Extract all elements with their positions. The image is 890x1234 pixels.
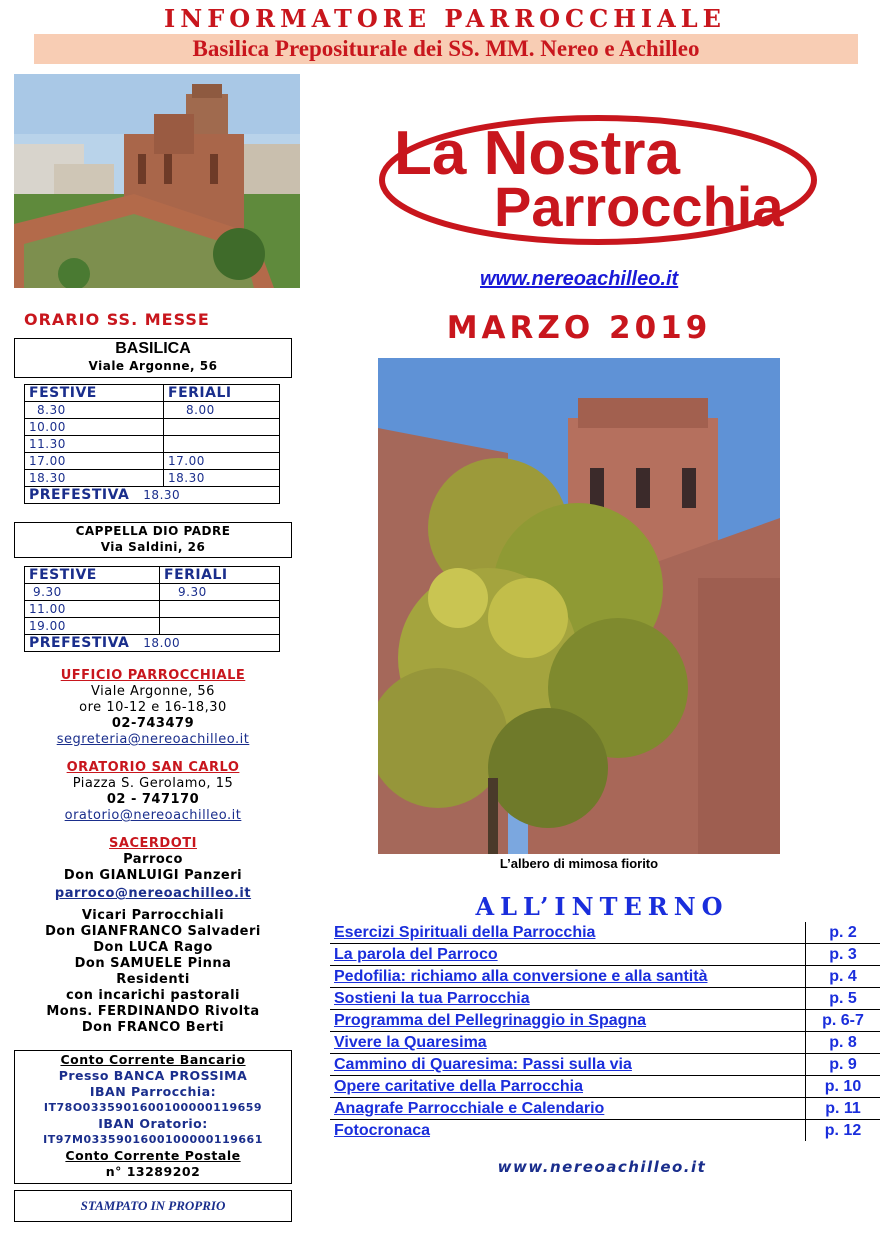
priests-title: SACERDOTI <box>109 836 197 851</box>
contents-item-title[interactable]: Vivere la Quaresima <box>330 1032 806 1054</box>
postal-account-title: Conto Corrente Postale <box>65 1148 241 1163</box>
festive-time: 11.30 <box>25 436 164 453</box>
contents-item-page: p. 3 <box>806 944 881 966</box>
feriali-header: FERIALI <box>164 385 280 402</box>
feriali-time <box>160 618 280 635</box>
contents-item-title[interactable]: Fotocronaca <box>334 1121 431 1139</box>
cappella-box <box>14 522 292 558</box>
cappella-address: Via Saldini, 26 <box>100 540 206 554</box>
festive-time: 18.30 <box>25 470 164 487</box>
residente-name: Don FRANCO Berti <box>81 1020 225 1035</box>
cappella-name: CAPPELLA DIO PADRE <box>75 524 231 538</box>
logo-line-1: La Nostra <box>394 119 680 188</box>
festive-header: FESTIVE <box>25 385 164 402</box>
iban-oratorio-label: IBAN Oratorio: <box>98 1116 208 1131</box>
feriali-time: 9.30 <box>160 584 280 601</box>
feriali-time <box>164 436 280 453</box>
basilica-address: Viale Argonne, 56 <box>88 359 218 373</box>
prefestiva-time: 18.00 <box>143 636 181 650</box>
contents-item-page: p. 12 <box>806 1120 881 1142</box>
table-row <box>330 1098 880 1120</box>
festive-time: 11.00 <box>25 601 160 618</box>
contents-item-title[interactable]: Cammino di Quaresima: Passi sulla via <box>330 1054 806 1076</box>
prefestiva-label: PREFESTIVA <box>29 487 130 503</box>
contents-title: ALL’INTERNO <box>475 892 729 921</box>
contents-item-title[interactable]: Sostieni la tua Parrocchia <box>330 988 806 1010</box>
table-row <box>25 470 280 487</box>
table-row <box>330 922 880 944</box>
table-row <box>330 1120 880 1142</box>
table-row <box>330 1010 880 1032</box>
residenti-subtitle: con incarichi pastorali <box>66 988 240 1003</box>
bank-name: Presso BANCA PROSSIMA <box>58 1068 248 1083</box>
cappella-schedule-table <box>24 566 280 652</box>
contents-item-page: p. 11 <box>806 1098 881 1120</box>
parroco-name: Don GIANLUIGI Panzeri <box>63 868 243 883</box>
vicari-label: Vicari Parrocchiali <box>81 908 225 923</box>
feriali-time: 8.00 <box>164 402 280 419</box>
table-row <box>330 966 880 988</box>
vicario-name: Don SAMUELE Pinna <box>74 956 232 971</box>
parish-office-address: Viale Argonne, 56 <box>91 684 215 699</box>
parish-office-email[interactable]: segreteria@nereoachilleo.it <box>56 732 250 747</box>
parish-office-phone: 02-743479 <box>111 716 195 731</box>
basilica-photo <box>14 74 300 288</box>
website-link-top[interactable]: www.nereoachilleo.it <box>480 268 679 290</box>
table-row <box>25 419 280 436</box>
postal-account-number: n° 13289202 <box>105 1164 201 1179</box>
basilica-schedule-table <box>24 384 280 504</box>
contents-item-page: p. 6-7 <box>806 1010 881 1032</box>
contents-item-page: p. 2 <box>806 922 881 944</box>
festive-header: FESTIVE <box>25 567 160 584</box>
prefestiva-time: 18.30 <box>143 488 181 502</box>
festive-time: 10.00 <box>25 419 164 436</box>
prefestiva-row <box>25 487 280 504</box>
table-row <box>330 944 880 966</box>
table-row <box>25 584 280 601</box>
priests-section <box>14 836 292 1036</box>
parish-office-section <box>14 668 292 748</box>
feriali-time <box>164 419 280 436</box>
prefestiva-label: PREFESTIVA <box>29 635 130 651</box>
festive-time: 17.00 <box>25 453 164 470</box>
contents-item-title[interactable]: Esercizi Spirituali della Parrocchia <box>330 922 806 944</box>
cover-photo <box>378 358 780 854</box>
festive-time: 9.30 <box>25 584 160 601</box>
basilica-box <box>14 338 292 378</box>
oratorio-phone: 02 - 747170 <box>106 792 200 807</box>
masthead-subtitle: Basilica Prepositurale dei SS. MM. Nereo e Achilleo <box>34 34 858 64</box>
feriali-time: 18.30 <box>164 470 280 487</box>
table-row <box>25 487 280 504</box>
table-row <box>330 1032 880 1054</box>
feriali-header: FERIALI <box>160 567 280 584</box>
table-row <box>330 1054 880 1076</box>
vicario-name: Don GIANFRANCO Salvaderi <box>45 924 261 939</box>
prefestiva-row <box>25 635 280 652</box>
la-nostra-parrocchia-logo <box>376 88 826 258</box>
cover-photo-caption: L’albero di mimosa fiorito <box>499 856 659 871</box>
contents-item-title[interactable]: Programma del Pellegrinaggio in Spagna <box>330 1010 806 1032</box>
logo-line-2: Parrocchia <box>494 175 784 238</box>
feriali-time: 17.00 <box>164 453 280 470</box>
contents-item-title[interactable]: Opere caritative della Parrocchia <box>330 1076 806 1098</box>
table-row <box>25 635 280 652</box>
parish-office-hours: ore 10-12 e 16-18,30 <box>79 700 227 715</box>
contents-item-page: p. 4 <box>806 966 881 988</box>
oratorio-email[interactable]: oratorio@nereoachilleo.it <box>64 808 242 823</box>
basilica-name: BASILICA <box>115 340 191 357</box>
iban-oratorio: IT97M0335901600100000119661 <box>43 1133 263 1146</box>
table-row <box>25 453 280 470</box>
iban-parrocchia-label: IBAN Parrocchia: <box>89 1084 217 1099</box>
printed-notice: STAMPATO IN PROPRIO <box>14 1190 292 1222</box>
contents-item-title[interactable]: La parola del Parroco <box>330 944 806 966</box>
contents-table <box>330 922 880 1141</box>
vicario-name: Don LUCA Rago <box>93 940 213 955</box>
festive-time: 19.00 <box>25 618 160 635</box>
table-row <box>25 402 280 419</box>
table-row <box>330 1076 880 1098</box>
mass-schedule-title: ORARIO SS. MESSE <box>24 310 210 329</box>
bank-account-box <box>14 1050 292 1184</box>
oratorio-section <box>14 760 292 824</box>
feriali-time <box>160 601 280 618</box>
oratorio-title: ORATORIO SAN CARLO <box>66 760 240 775</box>
iban-parrocchia: IT78O0335901600100000119659 <box>43 1101 263 1114</box>
contents-item-page: p. 5 <box>806 988 881 1010</box>
oratorio-address: Piazza S. Gerolamo, 15 <box>72 776 234 791</box>
parish-office-title: UFFICIO PARROCCHIALE <box>60 668 246 683</box>
table-row <box>25 436 280 453</box>
contents-item-page: p. 8 <box>806 1032 881 1054</box>
contents-item-page: p. 9 <box>806 1054 881 1076</box>
masthead-title: INFORMATORE PARROCCHIALE <box>164 4 726 33</box>
website-link-bottom[interactable]: www.nereoachilleo.it <box>497 1158 707 1176</box>
table-row <box>25 618 280 635</box>
contents-item-title[interactable]: Pedofilia: richiamo alla conversione e alla santità <box>330 966 806 988</box>
parroco-label: Parroco <box>123 852 183 867</box>
bank-account-title: Conto Corrente Bancario <box>60 1052 246 1067</box>
table-row <box>330 988 880 1010</box>
contents-item-page: p. 10 <box>806 1076 881 1098</box>
issue-month: MARZO 2019 <box>446 310 712 346</box>
residenti-label: Residenti <box>116 972 190 987</box>
table-row <box>25 601 280 618</box>
residente-name: Mons. FERDINANDO Rivolta <box>46 1004 260 1019</box>
parroco-email[interactable]: parroco@nereoachilleo.it <box>54 886 252 901</box>
festive-time: 8.30 <box>25 402 164 419</box>
contents-item-title[interactable]: Anagrafe Parrocchiale e Calendario <box>330 1098 806 1120</box>
